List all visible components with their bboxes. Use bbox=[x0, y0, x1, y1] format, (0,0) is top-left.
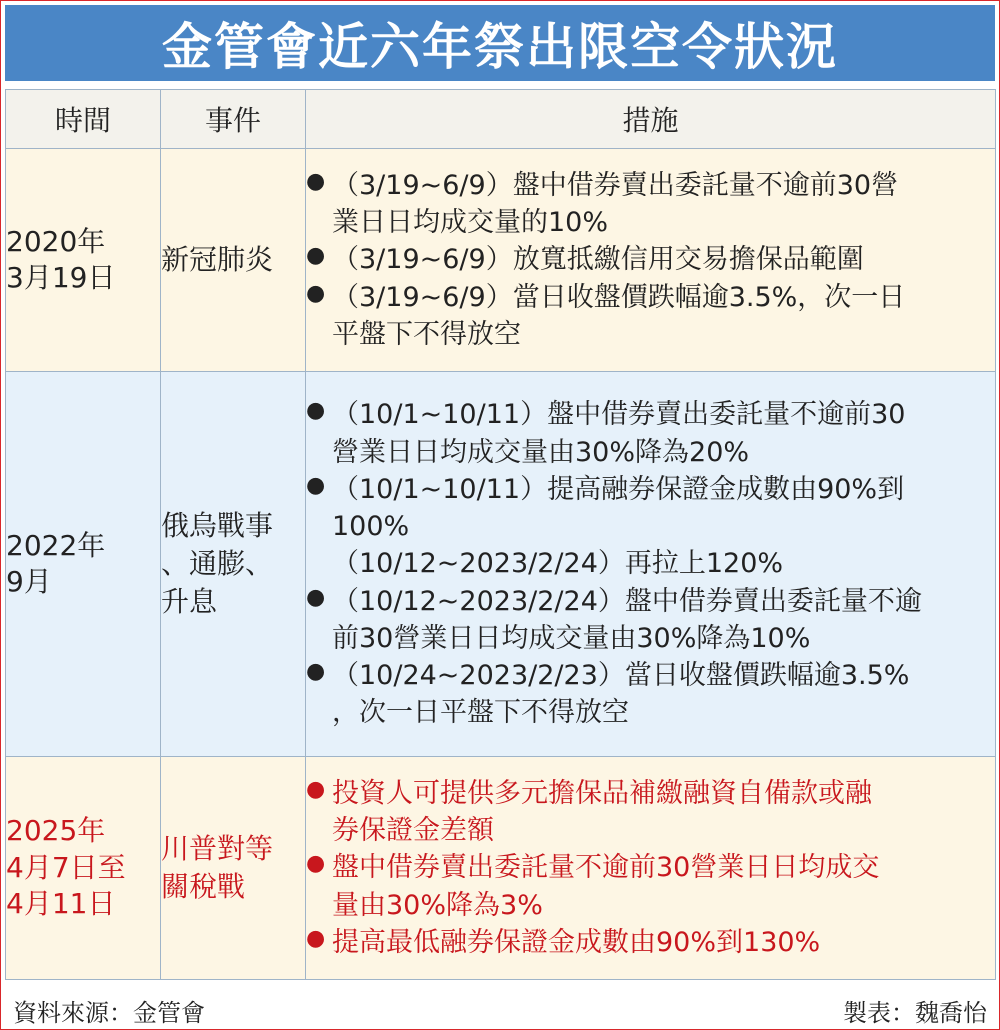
measures-cell bbox=[306, 757, 996, 980]
time-line: 4月7日至 bbox=[6, 850, 126, 884]
header-row bbox=[6, 90, 996, 149]
title-banner bbox=[5, 5, 995, 81]
measure-line: 平盤下不得放空 bbox=[332, 318, 521, 350]
event-line: 川普對等 bbox=[161, 832, 274, 866]
header-measures: 措施 bbox=[306, 90, 996, 149]
bullet-icon: ● bbox=[306, 280, 326, 306]
measure-item bbox=[306, 167, 995, 242]
measures-cell bbox=[306, 372, 996, 757]
time-line: 2025年 bbox=[6, 814, 106, 848]
measure-line: 前30營業日日均成交量由30%降為10% bbox=[332, 622, 811, 654]
bullet-icon: ● bbox=[306, 243, 326, 269]
header-event: 事件 bbox=[161, 90, 306, 149]
header-time: 時間 bbox=[6, 90, 161, 149]
author-note: 製表：魏喬怡 bbox=[843, 998, 987, 1027]
measure-item bbox=[306, 657, 995, 732]
measure-item bbox=[306, 241, 995, 278]
measure-line: 券保證金差額 bbox=[332, 815, 494, 847]
table-row-2020 bbox=[6, 149, 996, 372]
measure-line: 量由30%降為3% bbox=[332, 889, 543, 921]
measure-item bbox=[306, 279, 995, 354]
measure-item bbox=[306, 924, 995, 961]
source-note: 資料來源：金管會 bbox=[13, 998, 205, 1027]
measures-cell bbox=[306, 149, 996, 372]
measure-line: （3/19~6/9）盤中借券賣出委託量不逾前30營 bbox=[332, 169, 899, 201]
bullet-icon: ● bbox=[306, 851, 326, 877]
measure-item bbox=[306, 583, 995, 658]
bullet-icon: ● bbox=[306, 472, 326, 498]
time-line: 2022年 bbox=[6, 528, 106, 562]
time-line: 9月 bbox=[6, 565, 52, 598]
bullet-icon: ● bbox=[306, 168, 326, 194]
measure-line: 投資人可提供多元擔保品補繳融資自備款或融 bbox=[332, 777, 872, 809]
measure-line: （10/12~2023/2/24）再拉上120% bbox=[332, 548, 784, 580]
event-cell bbox=[161, 757, 306, 980]
measure-line: 提高最低融券保證金成數由90%到130% bbox=[332, 926, 821, 958]
time-line: 3月19日 bbox=[6, 261, 116, 294]
measure-line: 業日日均成交量的10% bbox=[332, 207, 609, 239]
measure-line: 100% bbox=[332, 511, 410, 543]
short-selling-table bbox=[5, 89, 996, 980]
event-cell bbox=[161, 372, 306, 757]
measure-line: 營業日日均成交量由30%降為20% bbox=[332, 436, 750, 468]
bullet-icon: ● bbox=[306, 584, 326, 610]
bullet-icon: ● bbox=[306, 659, 326, 685]
measure-item bbox=[306, 471, 995, 583]
event-line: 關稅戰 bbox=[161, 870, 246, 903]
event-cell bbox=[161, 149, 306, 372]
table-row-2022 bbox=[6, 372, 996, 757]
measure-line: （3/19~6/9）當日收盤價跌幅逾3.5%，次一日 bbox=[332, 281, 906, 313]
measure-line: （10/1~10/11）盤中借券賣出委託量不逾前30 bbox=[332, 399, 906, 431]
measure-item bbox=[306, 849, 995, 924]
bullet-icon: ● bbox=[306, 398, 326, 424]
measure-line: （3/19~6/9）放寬抵繳信用交易擔保品範圍 bbox=[332, 244, 864, 276]
event-line: 俄烏戰事 bbox=[161, 509, 274, 543]
event-line: 新冠肺炎 bbox=[161, 243, 274, 277]
measure-line: （10/1~10/11）提高融券保證金成數由90%到 bbox=[332, 473, 905, 505]
time-cell bbox=[6, 757, 161, 980]
measure-line: （10/24~2023/2/23）當日收盤價跌幅逾3.5% bbox=[332, 660, 910, 692]
measure-item bbox=[306, 396, 995, 471]
measure-line: ，次一日平盤下不得放空 bbox=[332, 697, 629, 729]
measure-line: （10/12~2023/2/24）盤中借券賣出委託量不逾 bbox=[332, 585, 922, 617]
table-row-2025 bbox=[6, 757, 996, 980]
footer bbox=[5, 991, 995, 1029]
time-cell bbox=[6, 149, 161, 372]
event-line: 升息 bbox=[161, 584, 218, 618]
page-title: 金管會近六年祭出限空令狀況 bbox=[162, 18, 838, 76]
time-line: 4月11日 bbox=[6, 887, 116, 921]
measure-item bbox=[306, 775, 995, 850]
bullet-icon: ● bbox=[306, 776, 326, 802]
bullet-icon: ● bbox=[306, 925, 326, 951]
measure-line: 盤中借券賣出委託量不逾前30營業日日均成交 bbox=[332, 852, 880, 884]
time-cell bbox=[6, 372, 161, 757]
event-line: 、通膨、 bbox=[161, 547, 274, 581]
time-line: 2020年 bbox=[6, 224, 106, 258]
